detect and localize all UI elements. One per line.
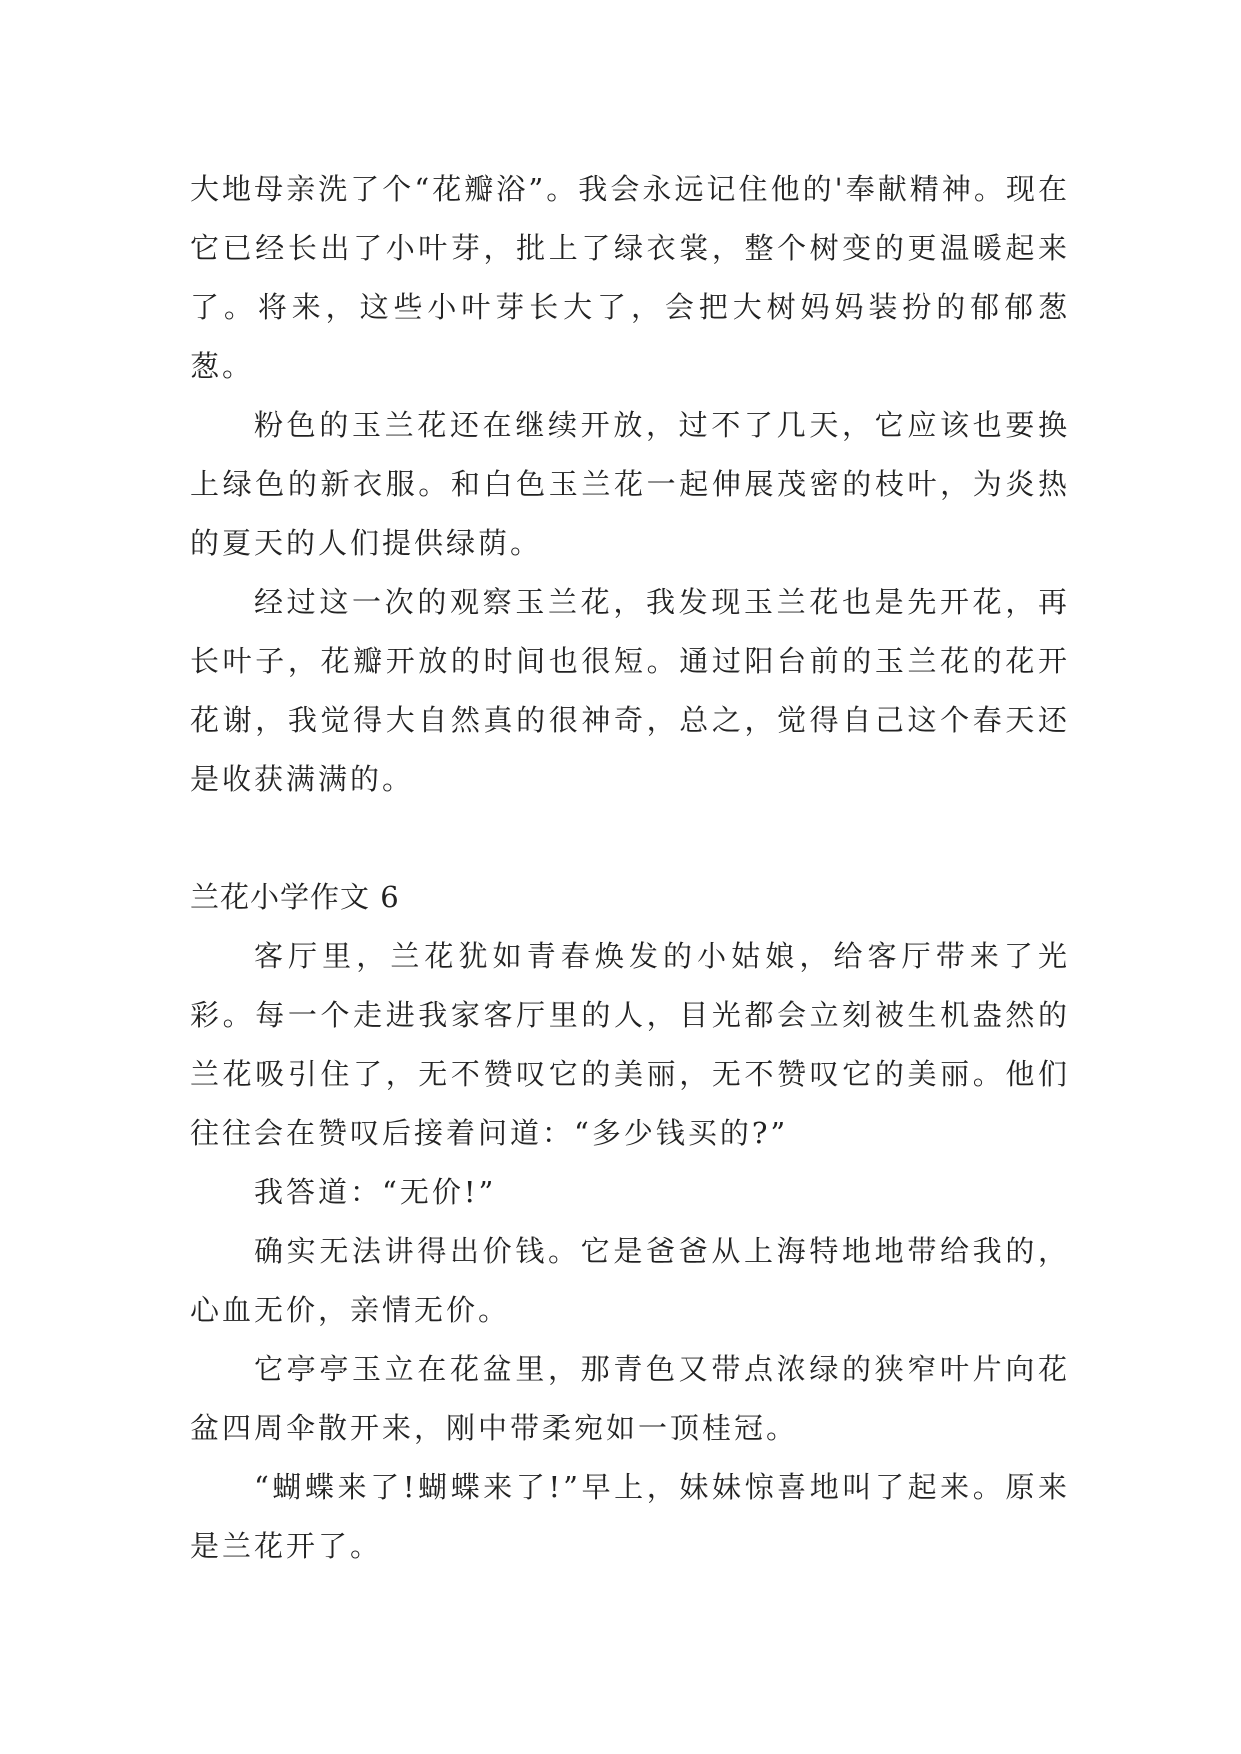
- paragraph: 粉色的玉兰花还在继续开放，过不了几天，它应该也要换上绿色的新衣服。和白色玉兰花一起伸展茂密的枝叶，为炎热的夏天的人们提供绿荫。: [190, 408, 1070, 560]
- paragraph: “蝴蝶来了!蝴蝶来了!”早上，妹妹惊喜地叫了起来。原来是兰花开了。: [190, 1470, 1070, 1563]
- article-body: [190, 160, 1070, 1576]
- paragraph-continued: 大地母亲洗了个“花瓣浴”。我会永远记住他的'奉献精神。现在它已经长出了小叶芽，批上了绿衣裳，整个树变的更温暖起来了。将来，这些小叶芽长大了，会把大树妈妈装扮的郁郁葱葱。: [190, 172, 1070, 383]
- section-title: 兰花小学作文 6: [190, 880, 400, 914]
- paragraph: 客厅里，兰花犹如青春焕发的小姑娘，给客厅带来了光彩。每一个走进我家客厅里的人，目光都会立刻被生机盎然的兰花吸引住了，无不赞叹它的美丽，无不赞叹它的美丽。他们往往会在赞叹后接着问道：“多少钱买的?”: [190, 939, 1070, 1150]
- paragraph: 我答道：“无价!”: [254, 1175, 497, 1209]
- paragraph: 经过这一次的观察玉兰花，我发现玉兰花也是先开花，再长叶子，花瓣开放的时间也很短。通过阳台前的玉兰花的花开花谢，我觉得大自然真的很神奇，总之，觉得自己这个春天还是收获满满的。: [190, 585, 1070, 796]
- paragraph: 它亭亭玉立在花盆里，那青色又带点浓绿的狭窄叶片向花盆四周伞散开来，刚中带柔宛如一顶桂冠。: [190, 1352, 1070, 1445]
- paragraph: 确实无法讲得出价钱。它是爸爸从上海特地地带给我的，心血无价，亲情无价。: [190, 1234, 1070, 1327]
